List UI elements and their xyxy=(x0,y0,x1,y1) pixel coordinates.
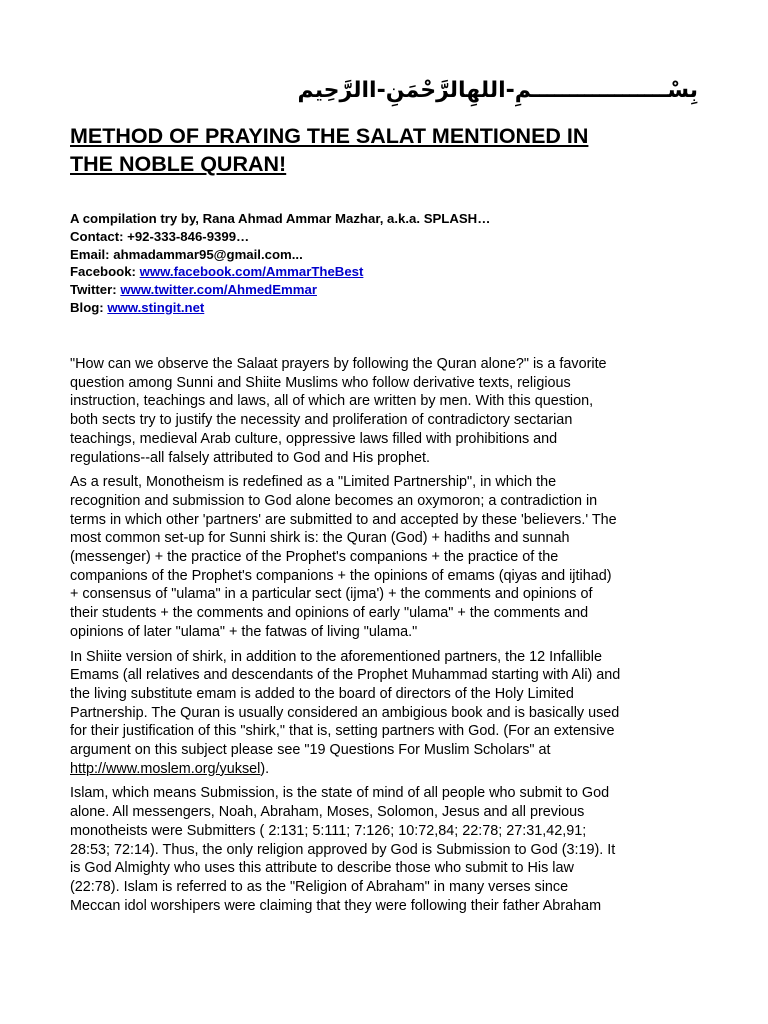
paragraph-line: instruction, teachings and laws, all of which are written by men. With this question, xyxy=(70,393,594,410)
paragraph-line: alone. All messengers, Noah, Abraham, Moses, Solomon, Jesus and all previous xyxy=(70,804,585,821)
paragraph-4 xyxy=(70,784,710,915)
paragraph-line: regulations--all falsely attributed to God and His prophet. xyxy=(70,449,430,466)
paragraph-line: (22:78). Islam is referred to as the "Religion of Abraham" in many verses since xyxy=(70,878,569,895)
facebook-line xyxy=(70,263,710,281)
paragraph-line: terms in which other 'partners' are submitted to and accepted by these 'believers.' The xyxy=(70,511,617,528)
paragraph-line: + consensus of "ulama" in a particular sect (ijma') + the comments and opinions of xyxy=(70,586,593,603)
paragraph-line: most common set-up for Sunni shirk is: the Quran (God) + hadiths and sunnah xyxy=(70,530,570,547)
twitter-label: Twitter: xyxy=(70,282,121,298)
link-tail-text: ). xyxy=(260,760,270,777)
paragraph-line: their students + the comments and opinions of early "ulama" + the comments and xyxy=(70,605,589,622)
title-line-2: THE NOBLE QURAN! xyxy=(70,152,287,176)
blog-line xyxy=(70,299,710,317)
paragraph-line: recognition and submission to God alone becomes an oxymoron; a contradiction in xyxy=(70,492,598,509)
paragraph-line: In Shiite version of shirk, in addition to the aforementioned partners, the 12 Infallible xyxy=(70,648,602,665)
paragraph-line: Meccan idol worshipers were claiming that they were following their father Abraham xyxy=(70,897,602,914)
paragraph-line: Partnership. The Quran is usually considered an ambigious book and is basically used xyxy=(70,704,620,721)
paragraph-line: Emams (all relatives and descendants of the Prophet Muhammad starting with Ali) and xyxy=(70,667,621,684)
title-line-1: METHOD OF PRAYING THE SALAT MENTIONED IN xyxy=(70,124,589,148)
paragraph-1 xyxy=(70,355,710,467)
basmala-heading: بِسْــــــــــــــــــمِ-اللهِالرَّحْمَنِ-االرَّحِيم xyxy=(297,78,698,103)
paragraph-line: argument on this subject please see "19 Questions For Muslim Scholars" at xyxy=(70,742,551,759)
compilation-credit: A compilation try by, Rana Ahmad Ammar Mazhar, a.k.a. SPLASH… xyxy=(70,211,491,226)
author-info xyxy=(70,210,710,317)
blog-label: Blog: xyxy=(70,299,108,315)
contact-phone: Contact: +92-333-846-9399… xyxy=(70,228,250,244)
paragraph-line: As a result, Monotheism is redefined as a "Limited Partnership", in which the xyxy=(70,474,557,491)
paragraph-3 xyxy=(70,648,710,779)
twitter-link[interactable]: www.twitter.com/AhmedEmmar xyxy=(120,282,317,298)
paragraph-line: (messenger) + the practice of the Prophet's companions + the practice of the xyxy=(70,549,559,566)
twitter-line xyxy=(70,281,710,299)
paragraph-line: is God Almighty who uses this attribute to describe those who submit to His law xyxy=(70,860,574,877)
paragraph-line: for their justification of this "shirk," that is, setting partners with God. (For an extensive xyxy=(70,723,615,740)
contact-email: Email: ahmadammar95@gmail.com... xyxy=(70,246,303,262)
paragraph-line: "How can we observe the Salaat prayers by following the Quran alone?" is a favorite xyxy=(70,356,607,372)
paragraph-line: monotheists were Submitters ( 2:131; 5:111; 7:126; 10:72,84; 22:78; 27:31,42,91; xyxy=(70,822,587,839)
facebook-label: Facebook: xyxy=(70,264,140,280)
paragraph-line: opinions of later "ulama" + the fatwas of living "ulama." xyxy=(70,623,418,640)
paragraph-line: the living substitute emam is added to the board of directors of the Holy Limited xyxy=(70,685,574,702)
paragraph-line-with-link xyxy=(70,760,710,779)
paragraph-line: Islam, which means Submission, is the state of mind of all people who submit to God xyxy=(70,785,610,802)
document-title xyxy=(70,122,710,178)
blog-link[interactable]: www.stingit.net xyxy=(107,299,205,315)
paragraph-2 xyxy=(70,473,710,641)
paragraph-line: both sects try to justify the necessity and proliferation of contradictory sectarian xyxy=(70,412,573,429)
facebook-link[interactable]: www.facebook.com/AmmarTheBest xyxy=(139,264,364,280)
paragraph-line: 28:53; 72:14). Thus, the only religion approved by God is Submission to God (3:19). It xyxy=(70,841,616,858)
moslem-org-link[interactable]: http://www.moslem.org/yuksel xyxy=(70,760,261,777)
paragraph-line: companions of the Prophet's companions + the opinions of emams (qiyas and ijtihad) xyxy=(70,567,612,584)
paragraph-line: teachings, medieval Arab culture, oppressive laws filled with prohibitions and xyxy=(70,430,558,447)
document-body xyxy=(70,355,710,921)
paragraph-line: question among Sunni and Shiite Muslims who follow derivative texts, religious xyxy=(70,374,571,391)
